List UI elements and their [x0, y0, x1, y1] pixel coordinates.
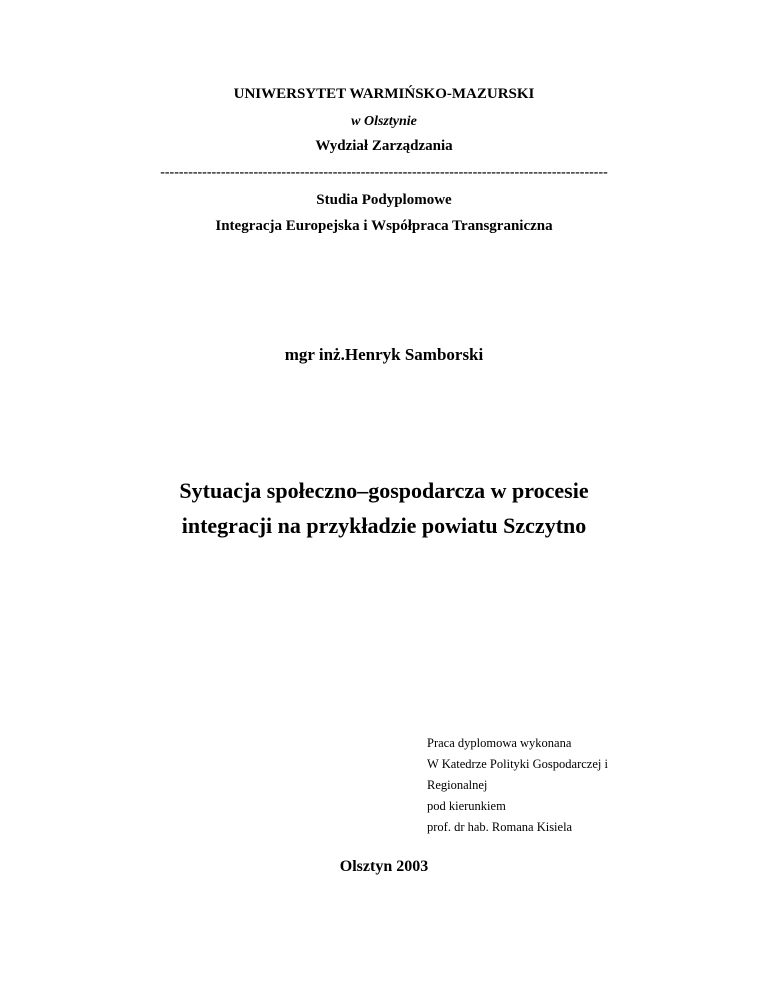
- program-name: Integracja Europejska i Współpraca Transgraniczna: [215, 218, 553, 234]
- place-and-year: Olsztyn 2003: [339, 858, 429, 875]
- supervision-line-5: prof. dr hab. Romana Kisiela: [427, 820, 573, 834]
- supervision-line-1: Praca dyplomowa wykonana: [427, 736, 572, 750]
- thesis-title-line-2: integracji na przykładzie powiatu Szczytno: [181, 513, 587, 538]
- author-name: mgr inż.Henryk Samborski: [284, 345, 484, 364]
- thesis-title-line-1: Sytuacja społeczno–gospodarcza w procesie: [179, 478, 589, 503]
- studies-type: Studia Podyplomowe: [316, 192, 452, 208]
- university-city: w Olsztynie: [351, 114, 417, 129]
- supervision-line-3: Regionalnej: [427, 778, 488, 792]
- supervision-line-4: pod kierunkiem: [427, 799, 506, 813]
- supervision-line-2: W Katedrze Polityki Gospodarczej i: [427, 757, 608, 771]
- supervision-block: [427, 733, 608, 838]
- faculty-name: Wydział Zarządzania: [315, 138, 453, 154]
- university-name: UNIWERSYTET WARMIŃSKO-MAZURSKI: [233, 86, 535, 102]
- dashed-divider: ------------------------------------------------------------------------------------------------: [160, 165, 608, 180]
